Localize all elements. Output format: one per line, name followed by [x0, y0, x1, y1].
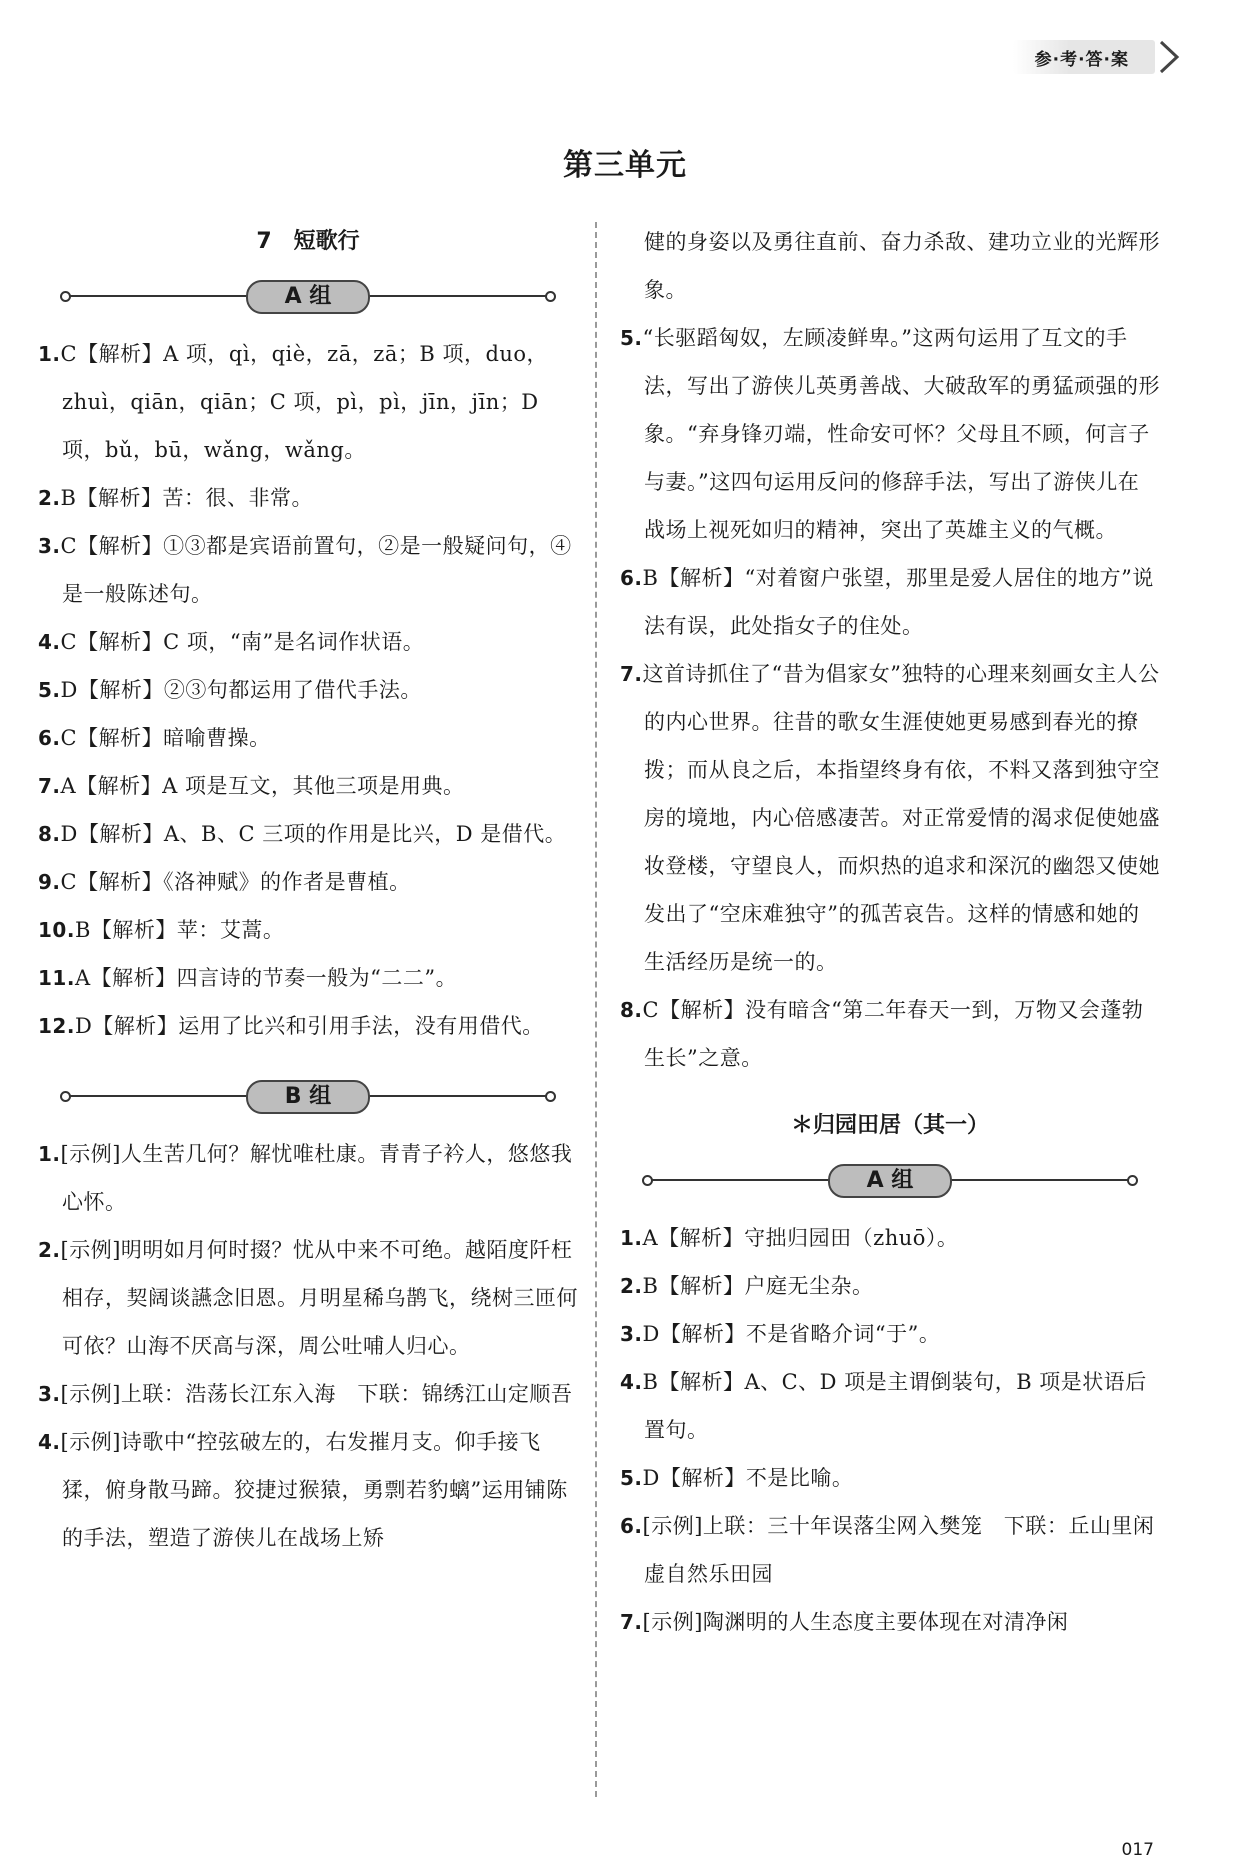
answer-item: 5.D【解析】不是比喻。: [620, 1466, 854, 1490]
group-a-answers: [620, 1214, 1160, 1646]
answer-item: 4.[示例]诗歌中“控弦破左的，右发摧月支。仰手接飞猱，俯身散马蹄。狡捷过猴猿，勇剽若豹螭”运用铺陈的手法，塑造了游侠儿在战场上矫: [38, 1430, 568, 1550]
banner-dot-icon: [60, 1091, 71, 1102]
banner-dot-icon: [545, 1091, 556, 1102]
answer-item: 1.A【解析】守拙归园田（zhuō）。: [620, 1226, 959, 1250]
answer-item: 4.B【解析】A、C、D 项是主谓倒装句，B 项是状语后置句。: [620, 1370, 1147, 1442]
answer-item: 2.[示例]明明如月何时掇？忧从中来不可绝。越陌度阡枉相存，契阔谈讌念旧恩。月明星稀乌鹊飞，绕树三匝何可依？山海不厌高与深，周公吐哺人归心。: [38, 1238, 578, 1358]
answer-item: 7.这首诗抓住了“昔为倡家女”独特的心理来刻画女主人公的内心世界。往昔的歌女生涯使她更易感到春光的撩拨；而从良之后，本指望终身有依，不料又落到独守空房的境地，内心倍感凄苦。对正常爱情的渴求促使她盛妆登楼，守望良人，而炽热的追求和深沉的幽怨又使她发出了“空床难独守”的孤苦哀告。这样的情感和她的生活经历是统一的。: [620, 662, 1160, 974]
answer-item: 5.“长驱蹈匈奴，左顾凌鲜卑。”这两句运用了互文的手法，写出了游侠儿英勇善战、大破敌军的勇猛顽强的形象。“弃身锋刃端，性命安可怀？父母且不顾，何言子与妻。”这四句运用反问的修辞手法，写出了游侠儿在战场上视死如归的精神，突出了英雄主义的气概。: [620, 326, 1160, 542]
header-label: 参·考·答·案: [1034, 49, 1129, 70]
answer-item: 3.[示例]上联：浩荡长江东入海 下联：锦绣江山定顺吾: [38, 1382, 573, 1406]
group-b-answers-continued: [620, 314, 1160, 1082]
column-divider: [595, 222, 597, 1797]
answer-item: 6.[示例]上联：三十年误落尘网入樊笼 下联：丘山里闲虚自然乐田园: [620, 1514, 1155, 1586]
unit-title: 第三单元: [563, 148, 687, 183]
answer-item: 11.A【解析】四言诗的节奏一般为“二二”。: [38, 966, 458, 990]
banner-dot-icon: [642, 1175, 653, 1186]
answer-item: 7.[示例]陶渊明的人生态度主要体现在对清净闲: [620, 1610, 1069, 1634]
group-a-banner: [620, 1152, 1160, 1208]
continued-answer: 健的身姿以及勇往直前、奋力杀敌、建功立业的光辉形象。: [644, 230, 1160, 302]
lesson-title: ＊归园田居（其一）: [790, 1113, 989, 1138]
chevron-right-icon: [1155, 38, 1183, 76]
answer-item: 10.B【解析】苹：艾蒿。: [38, 918, 285, 942]
lesson-number: 7: [256, 229, 272, 254]
left-column: [38, 218, 578, 1562]
group-a-banner: [38, 268, 578, 324]
answer-item: 4.C【解析】C 项，“南”是名词作状语。: [38, 630, 425, 654]
answer-item: 1.C【解析】A 项，qì，qiè，zā，zā；B 项，duo，zhuì，qiān，qiān；C 项，pì，pì，jīn，jīn；D 项，bǔ，bū，wǎng，wǎng。: [38, 342, 549, 462]
answer-item: 2.B【解析】户庭无尘杂。: [620, 1274, 874, 1298]
right-column: [620, 218, 1160, 1646]
answer-item: 6.C【解析】暗喻曹操。: [38, 726, 271, 750]
page-number: 017: [1121, 1840, 1154, 1860]
answer-item: 8.C【解析】没有暗含“第二年春天一到，万物又会蓬勃生长”之意。: [620, 998, 1144, 1070]
lesson-name: 短歌行: [293, 229, 360, 254]
answer-item: 6.B【解析】“对着窗户张望，那里是爱人居住的地方”说法有误，此处指女子的住处。: [620, 566, 1154, 638]
group-label: A 组: [246, 280, 370, 314]
group-label: B 组: [246, 1080, 370, 1114]
banner-dot-icon: [545, 291, 556, 302]
group-a-answers: [38, 330, 578, 1050]
answer-item: 2.B【解析】苦：很、非常。: [38, 486, 313, 510]
answer-item: 3.D【解析】不是省略介词“于”。: [620, 1322, 941, 1346]
group-b-answers: [38, 1130, 578, 1562]
banner-dot-icon: [60, 291, 71, 302]
group-b-banner: [38, 1068, 578, 1124]
answer-item: 1.[示例]人生苦几何？解忧唯杜康。青青子衿人，悠悠我心怀。: [38, 1142, 573, 1214]
answer-item: 5.D【解析】②③句都运用了借代手法。: [38, 678, 422, 702]
lesson-title: [38, 218, 578, 266]
banner-dot-icon: [1127, 1175, 1138, 1186]
answer-item: 12.D【解析】运用了比兴和引用手法，没有用借代。: [38, 1014, 544, 1038]
header-section-tag: [1013, 40, 1155, 74]
answer-item: 7.A【解析】A 项是互文，其他三项是用典。: [38, 774, 465, 798]
answer-item: 8.D【解析】A、B、C 三项的作用是比兴，D 是借代。: [38, 822, 567, 846]
answer-item: 3.C【解析】①③都是宾语前置句，②是一般疑问句，④是一般陈述句。: [38, 534, 572, 606]
answer-item: 9.C【解析】《洛神赋》的作者是曹植。: [38, 870, 411, 894]
group-label: A 组: [828, 1164, 952, 1198]
